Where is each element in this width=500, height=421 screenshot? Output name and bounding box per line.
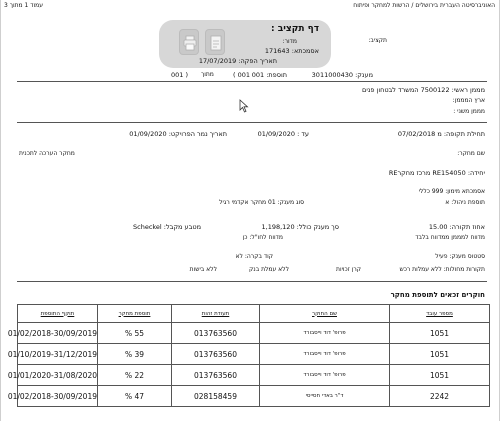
- divider: [17, 281, 487, 282]
- research-type: מחקר הערכה לתכנית: [19, 150, 75, 157]
- employee-number: 1051: [390, 344, 490, 365]
- grant-status: סטטוס מענק: פעיל: [435, 253, 485, 260]
- funding-approval: אסמכתא מימון: 999 כללי: [418, 188, 485, 195]
- research-addition: 39 %: [98, 344, 172, 365]
- print-date: תאריך הפקה: 17/07/2019: [198, 57, 277, 65]
- researcher-name: פרופ' דוד וייסבורד: [260, 365, 390, 386]
- research-addition: 47 %: [98, 386, 172, 407]
- id-number: 013763560: [172, 344, 260, 365]
- reported-abroad: מדווח לחו"ל: כן: [242, 234, 283, 241]
- addition-validity: 01/01/2020-31/08/2020: [18, 365, 98, 386]
- fund-from: ( 001: [233, 71, 251, 79]
- period-start: תחילת תקופה: מ 07/02/2018: [397, 130, 485, 138]
- employee-number: 2242: [390, 386, 490, 407]
- mouse-cursor-icon: [239, 99, 249, 115]
- researcher-name: פרופ' דוד וייסבורד: [260, 323, 390, 344]
- project-report-date: תאריך נמר הפרויקט: 01/09/2020: [129, 130, 227, 138]
- print-icon[interactable]: [179, 29, 199, 55]
- fund-number: מענק: 3011000430: [311, 71, 373, 79]
- addition-validity: 01/02/2018-30/09/2019: [18, 323, 98, 344]
- report-to-funder-only: מדווח למממן ממדווח בלבד: [415, 234, 485, 241]
- page-counter: עמוד 1 מתוך 3: [4, 2, 44, 9]
- column-header: שם החוקר: [260, 305, 390, 323]
- researchers-table: [7, 304, 490, 407]
- id-number: 028158459: [172, 386, 260, 407]
- section-title: חוקרים זכאים לתוספת מחקר: [390, 291, 485, 299]
- fund-addition: תוספת: 001: [251, 71, 287, 79]
- export-icon[interactable]: [205, 29, 225, 55]
- budget-card-unit: מדור:: [282, 38, 297, 45]
- column-header: תוספת מחקר: [98, 305, 172, 323]
- no-purchase: ללא בישות: [189, 266, 217, 273]
- management-addition: תוספת ניהול: א: [445, 199, 485, 206]
- table-row: [18, 344, 490, 365]
- column-header: תעודת זהות: [172, 305, 260, 323]
- table-row: [18, 365, 490, 386]
- researcher-name: ד"ר באדי חסייסי: [260, 386, 390, 407]
- divider: [17, 81, 487, 82]
- research-addition: 55 %: [98, 323, 172, 344]
- column-header: תוקף התוספת: [18, 305, 98, 323]
- fund-type: סוג מענק: 01 מחקר אקדמי רגיל: [219, 199, 304, 206]
- funder-country: ארץ המממן:: [452, 97, 485, 104]
- budget-label: תקציב:: [368, 37, 387, 44]
- table-header-row: [18, 305, 490, 323]
- rights-fund: קרן זכויות: [336, 266, 361, 273]
- main-funder: מממן ראשי: 7500122 המשרד לבטחון פנים: [362, 86, 485, 94]
- fund-to: 001 ): [171, 71, 189, 79]
- research-addition: 22 %: [98, 365, 172, 386]
- overhead-types: תקורות מחולות: ללא עמלות רכש: [399, 266, 485, 273]
- card-action-icons: [179, 29, 233, 55]
- secondary-funder: מממן משני :: [453, 108, 485, 115]
- period-end: עד : 01/09/2020: [257, 130, 309, 138]
- id-number: 013763560: [172, 365, 260, 386]
- addition-validity: 01/02/2018-30/09/2019: [18, 386, 98, 407]
- table-row: [18, 323, 490, 344]
- total-grant: סך מענק כולל: 1,198,120: [261, 223, 339, 231]
- employee-number: 1051: [390, 365, 490, 386]
- addition-validity: 01/10/2019-31/12/2019: [18, 344, 98, 365]
- id-number: 013763560: [172, 323, 260, 344]
- employee-number: 1051: [390, 323, 490, 344]
- overhead-percent: אחוז תקורה: 15.00: [428, 223, 485, 231]
- column-header: מספר עובד: [390, 305, 490, 323]
- research-name-label: שם מחקר:: [457, 150, 485, 157]
- fund-of-label: מתוך: [201, 71, 214, 78]
- organization-name: האוניברסיטה העברית בירושלים / הרשות למחקר ופיתוח: [353, 2, 495, 9]
- receiving-currency: מטבע מקבל: Scheckel: [133, 223, 201, 231]
- divider: [17, 122, 487, 123]
- no-bank-fee: ללא עמלת בנק: [249, 266, 289, 273]
- control-code: קוד בקרה: לא: [235, 253, 273, 260]
- researcher-name: פרופ' דוד וייסבורד: [260, 344, 390, 365]
- budget-card-approval: אסמכתא: 171643: [264, 47, 319, 55]
- table-row: [18, 386, 490, 407]
- budget-card-title: דף תקציב :: [270, 24, 319, 34]
- research-unit: יחידה: RE154050 מרכז מחקרRE: [388, 169, 485, 177]
